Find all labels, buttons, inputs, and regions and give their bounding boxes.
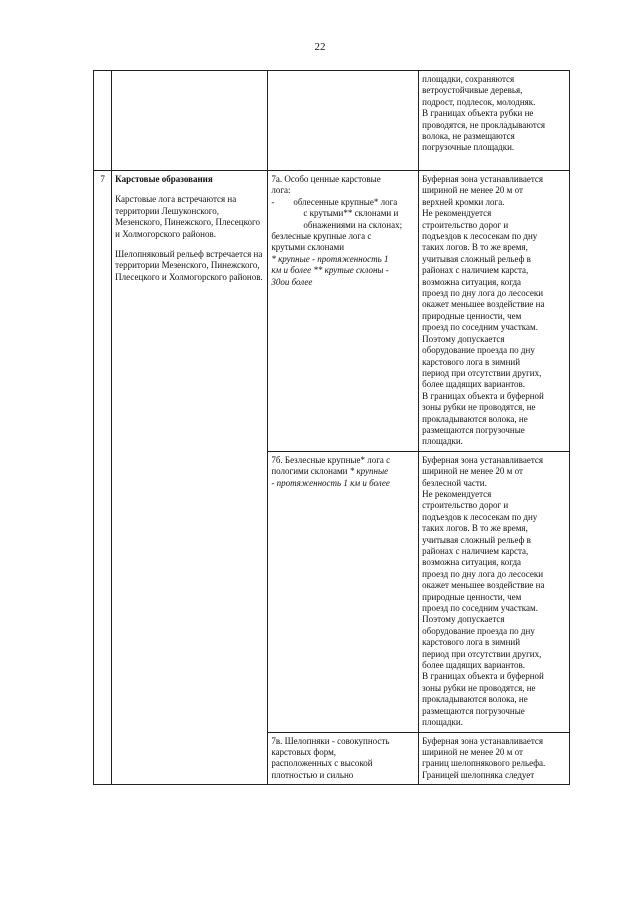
requirement-line: размещаются погрузочные [422, 424, 525, 435]
requirement-line: подрост, подлесок, молодняк. [422, 96, 536, 107]
requirement-line: оборудование проезда по дну [422, 625, 535, 636]
cell-object [112, 171, 268, 785]
requirement-line: районах с наличием карста, [422, 265, 529, 276]
requirement-line: учитывая сложный рельеф в [422, 253, 531, 264]
cell-subtype-7b [268, 451, 419, 732]
requirement-line: Буферная зона устанавливается [422, 174, 544, 184]
requirement-line: период при отсутствии других, [422, 648, 542, 659]
requirement-line: площадки. [422, 717, 463, 728]
subtype-line: безлесные крупные лога с [271, 231, 372, 242]
cell-type-empty [268, 71, 419, 171]
row-number: 7 [94, 171, 112, 785]
requirement-line: площадки. [422, 436, 463, 447]
requirement-line: шириной не менее 20 м от [422, 185, 523, 196]
subtype-line: 7а. Особо ценные карстовые [271, 174, 381, 184]
requirement-line: таких логов. В то же время, [422, 242, 528, 253]
requirement-line: проезд по дну лога до лесосеки [422, 568, 544, 579]
requirement-line: природные ценности, чем [422, 310, 522, 321]
requirement-line: В границах объекта и буферной [422, 390, 544, 401]
requirement-line: окажет меньшее воздействие на [422, 580, 545, 591]
subtype-line: с крутыми** склонами и [303, 208, 399, 219]
cell-requirements [419, 71, 570, 171]
cell-requirements-7b [419, 451, 570, 732]
requirement-line: погрузочные площадки. [422, 142, 515, 153]
cell-subtype-7c [268, 732, 419, 785]
subtype-note: * крупные [349, 466, 389, 477]
object-title: Карстовые образования [115, 174, 213, 184]
subtype-line: обнажениями на склонах; [303, 219, 403, 230]
requirement-line: Поэтому допускается [422, 333, 505, 344]
requirement-line: В границах объекта и буферной [422, 671, 544, 682]
requirement-line: волока, не размещаются [422, 131, 515, 142]
subtype-list-item [271, 197, 415, 231]
requirement-line: Не рекомендуется [422, 208, 492, 219]
subtype-line: облесенные крупные* лога [293, 196, 398, 207]
requirement-line: ветроустойчивые деревья, [422, 85, 523, 96]
requirement-line: Поэтому допускается [422, 614, 505, 625]
subtype-note: км и более ** крутые склоны - [271, 265, 389, 276]
subtype-note: - протяженность 1 км и более [271, 477, 390, 488]
subtype-line: лога: [271, 185, 291, 196]
subtype-line [271, 466, 415, 477]
requirement-line: шириной не менее 20 м от [422, 466, 523, 477]
requirement-line: Границей шелопняка следует [422, 769, 535, 780]
requirement-line: зоны рубки не проводятся, не [422, 402, 536, 413]
subtype-line: 7в. Шелопняки - совокупность [271, 735, 390, 746]
requirement-line: природные ценности, чем [422, 591, 522, 602]
cell-requirements-7a [419, 171, 570, 452]
requirement-line: окажет меньшее воздействие на [422, 299, 545, 310]
requirement-line: прокладываются волока, не [422, 413, 528, 424]
requirement-line: Буферная зона устанавливается [422, 735, 544, 746]
requirement-line: В границах объекта рубки не [422, 108, 534, 119]
subtype-line: 7б. Безлесные крупные* лога с [271, 454, 391, 465]
page-number: 22 [314, 41, 326, 53]
requirement-line: строительство дорог и [422, 219, 509, 230]
requirement-line: проводятся, не прокладываются [422, 119, 546, 130]
subtype-line: карстовых форм, [271, 746, 337, 757]
requirement-line: подъездов к лесосекам по дну [422, 511, 538, 522]
requirement-line: возможна ситуация, когда [422, 276, 522, 287]
requirement-line: карстового лога в зимний [422, 356, 521, 367]
requirement-line: размещаются погрузочные [422, 705, 525, 716]
cell-subtype-7a [268, 171, 419, 452]
requirement-line: карстового лога в зимний [422, 637, 521, 648]
object-description: Карстовые лога встречаются на территории Лешуконского, Мезенского, Пинежского, Плесецкого и Холмогорского районов. [115, 194, 260, 239]
requirement-line: таких логов. В то же время, [422, 523, 528, 534]
cell-requirements-7c [419, 732, 570, 785]
requirement-line: более щадящих вариантов. [422, 660, 526, 671]
requirement-line: возможна ситуация, когда [422, 557, 522, 568]
table-row-7a [94, 171, 570, 452]
subtype-list [271, 197, 415, 231]
subtype-note: 30ои более [271, 276, 313, 287]
subtype-text: пологими склонами [271, 466, 350, 477]
requirement-line: более щадящих вариантов. [422, 379, 526, 390]
requirement-line: прокладываются волока, не [422, 694, 528, 705]
requirement-line: период при отсутствии других, [422, 367, 542, 378]
requirement-line: верхней кромки лога. [422, 196, 505, 207]
requirement-line: границ шелопнякового рельефа. [422, 758, 546, 769]
requirement-line: районах с наличием карста, [422, 546, 529, 556]
requirement-line: зоны рубки не проводятся, не [422, 682, 536, 693]
requirement-line: проезд по соседним участкам. [422, 603, 538, 614]
requirement-line: учитывая сложный рельеф в [422, 534, 531, 545]
requirement-line: Буферная зона устанавливается [422, 454, 544, 465]
list-dash: - [271, 196, 275, 207]
cell-object-empty [112, 71, 268, 171]
subtype-line: расположенных с высокой [271, 758, 373, 769]
requirement-line: площадки, сохраняются [422, 74, 515, 84]
object-description: Шелопняковый рельеф встречается на территории Мезенского, Пинежского, Плесецкого и Холмогорского районов. [115, 249, 263, 282]
subtype-line: плотностью и сильно [271, 769, 354, 780]
table-row-continued [94, 71, 570, 171]
requirement-line: строительство дорог и [422, 500, 509, 511]
cell-number-empty [94, 71, 112, 171]
subtype-line: крутыми склонами [271, 242, 345, 253]
requirement-line: шириной не менее 20 м от [422, 746, 523, 757]
requirement-line: Не рекомендуется [422, 488, 492, 499]
requirement-line: безлесной части. [422, 477, 487, 488]
requirement-line: оборудование проезда по дну [422, 345, 535, 356]
subtype-note: * крупные - протяженность 1 [271, 253, 389, 264]
requirement-line: проезд по соседним участкам. [422, 322, 538, 333]
protection-table [93, 70, 570, 785]
requirement-line: проезд по дну лога до лесосеки [422, 288, 544, 299]
requirement-line: подъездов к лесосекам по дну [422, 231, 538, 242]
